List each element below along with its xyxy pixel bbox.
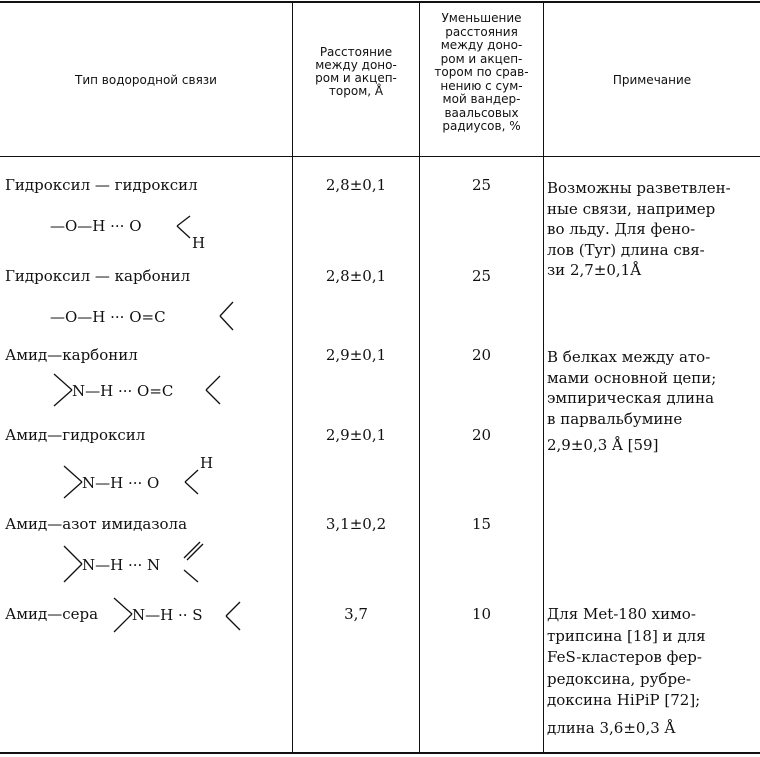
- reduction-cell: 15: [471, 515, 492, 533]
- row-type: Гидроксил — карбонил: [5, 267, 191, 285]
- bottom-rule: [0, 752, 760, 754]
- distance-cell: 2,8±0,1: [325, 176, 387, 194]
- row-type: Гидроксил — гидроксил: [5, 176, 198, 194]
- note-line: длина 3,6±0,3 Å: [547, 718, 676, 737]
- header-type: Тип водородной связи: [75, 73, 217, 87]
- note-line: в парвальбумине: [547, 409, 683, 428]
- note-line: Возможны разветвлен-: [547, 179, 731, 197]
- note-line: доксина HiPiP [72];: [547, 691, 701, 709]
- distance-cell: 3,1±0,2: [325, 515, 387, 533]
- header-reduction-line: расстояния: [445, 24, 518, 39]
- header-reduction-line: тором по срав-: [434, 65, 529, 79]
- header-reduction-line: между доно-: [440, 38, 523, 52]
- note-line: мами основной цепи;: [547, 368, 717, 387]
- note-line: лов (Tyr) длина свя-: [547, 240, 705, 259]
- formula-text: H: [192, 234, 206, 252]
- reduction-cell: 20: [471, 346, 492, 364]
- reduction-cell: 25: [471, 176, 492, 194]
- formula-text: N—H ··· O=C: [72, 382, 174, 400]
- formula-hydroxyl-carbonyl: [40, 292, 250, 336]
- header-distance-line: тором, Å: [328, 84, 384, 98]
- formula-text: N—H ·· S: [132, 606, 203, 624]
- row-type: Амид—карбонил: [5, 346, 138, 364]
- note-line: эмпирическая длина: [547, 389, 715, 407]
- distance-cell: 2,9±0,1: [325, 346, 387, 364]
- header-distance-line: ром и акцеп-: [315, 71, 397, 85]
- note-line: зи 2,7±0,1Å: [547, 261, 642, 279]
- header-reduction-line: нению с сум-: [440, 78, 523, 93]
- reduction-cell: 20: [471, 426, 492, 444]
- header-distance-line: Расстояние: [319, 45, 393, 59]
- note-line: во льду. Для фено-: [547, 220, 696, 238]
- header-reduction-line: мой вандер-: [442, 92, 521, 106]
- formula-amide-imidazole: [60, 538, 230, 588]
- formula-amide-carbonyl: [50, 368, 240, 416]
- header-reduction-line: Уменьшение: [441, 11, 522, 25]
- row-type: Амид—азот имидазола: [5, 515, 188, 533]
- distance-cell: 3,7: [344, 605, 368, 623]
- distance-cell: 2,9±0,1: [325, 426, 387, 444]
- formula-text: —O—H ··· O=C: [50, 308, 166, 326]
- note-line: 2,9±0,3 Å [59]: [547, 436, 659, 454]
- note-amide: [547, 347, 755, 456]
- row-type: Амид—гидроксил: [5, 426, 146, 444]
- note-line: редоксина, рубре-: [547, 669, 692, 688]
- header-note: Примечание: [612, 73, 692, 87]
- header-reduction: [420, 12, 543, 134]
- header-reduction-line: ром и акцеп-: [440, 51, 523, 66]
- column-divider-3: [543, 2, 544, 753]
- header-distance-line: между доно-: [315, 58, 397, 72]
- column-divider-1: [292, 2, 293, 753]
- formula-amide-hydroxyl: [60, 450, 250, 504]
- row-type: Амид—сера: [5, 605, 99, 623]
- header-rule: [0, 156, 760, 157]
- note-line: Для Met-180 химо-: [547, 605, 696, 623]
- top-rule: [0, 1, 760, 3]
- header-distance: [293, 46, 419, 98]
- formula-text: —O—H ··· O: [50, 217, 142, 235]
- note-line: В белках между ато-: [547, 348, 711, 366]
- note-sulfur: [547, 604, 755, 739]
- formula-text: H: [200, 454, 214, 472]
- reduction-cell: 10: [471, 605, 492, 623]
- note-hydroxyl: [547, 178, 755, 281]
- formula-amide-sulfur: [112, 592, 262, 640]
- header-reduction-line: ваальсовых: [444, 105, 519, 120]
- reduction-cell: 25: [471, 267, 492, 285]
- note-line: трипсина [18] и для: [547, 626, 706, 645]
- distance-cell: 2,8±0,1: [325, 267, 387, 285]
- formula-text: N—H ··· O: [82, 474, 160, 492]
- header-reduction-line: радиусов, %: [442, 119, 521, 133]
- formula-hydroxyl-hydroxyl: [40, 200, 240, 252]
- note-line: FeS-кластеров фер-: [547, 648, 702, 666]
- note-line: ные связи, например: [547, 199, 716, 218]
- formula-text: N—H ··· N: [82, 556, 161, 574]
